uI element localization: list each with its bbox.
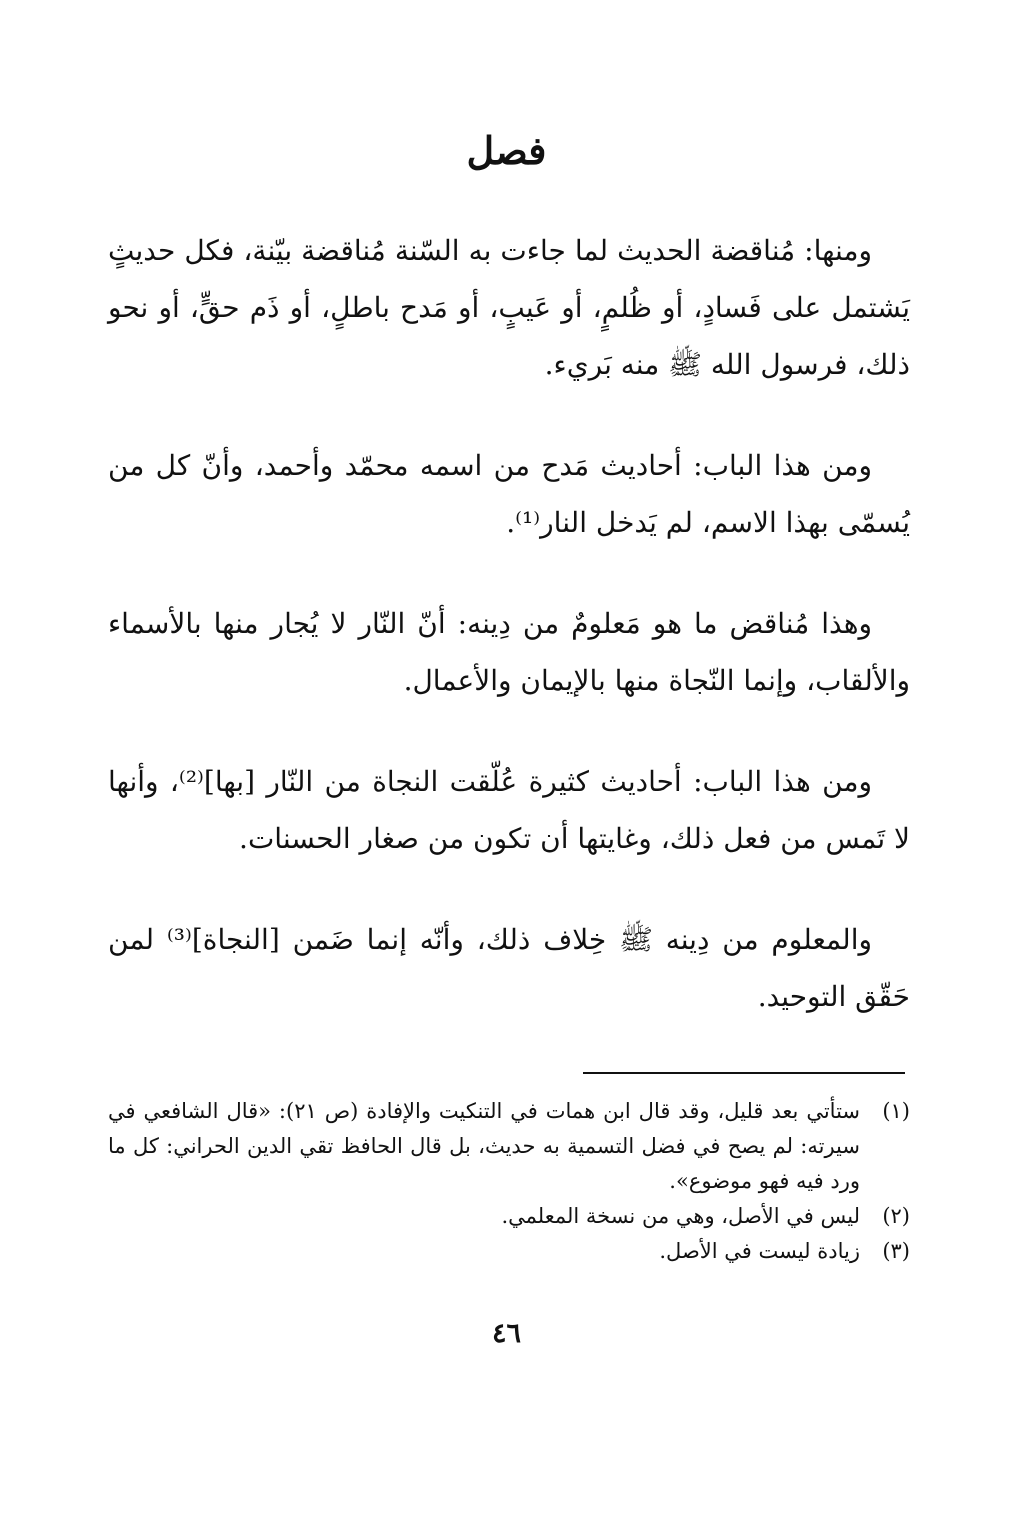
paragraph: وهذا مُناقض ما هو مَعلومٌ من دِينه: أنّ النّار لا يُجار منها بالأسماء والألقاب، وإنما النّجاة منها بالإيمان والأعمال. <box>108 607 910 697</box>
footnote-text: ليس في الأصل، وهي من نسخة المعلمي. <box>501 1204 860 1228</box>
footnote-separator <box>583 1072 905 1074</box>
footnote-number: (١) <box>882 1099 910 1123</box>
body-text <box>108 222 910 1069</box>
footnote-item <box>108 1094 910 1199</box>
footnote-number: (٣) <box>882 1239 910 1263</box>
footnote-item <box>108 1234 910 1269</box>
footnote-number: (٢) <box>882 1204 910 1228</box>
paragraph: ومن هذا الباب: أحاديث كثيرة عُلّقت النجاة من النّار [بها]⁽²⁾، وأنها لا تَمس من فعل ذلك، وغايتها أن تكون من صغار الحسنات. <box>108 765 910 855</box>
page-number: ٤٦ <box>491 1318 521 1349</box>
paragraph: ومنها: مُناقضة الحديث لما جاءت به السّنة مُناقضة بيّنة، فكل حديثٍ يَشتمل على فَسادٍ، أو ظُلمٍ، أو عَيبٍ، أو مَدح باطلٍ، أو ذَم حقٍّ، أو نحو ذلك، فرسول الله ﷺ منه بَريء. <box>108 234 910 381</box>
paragraph: والمعلوم من دِينه ﷺ خِلاف ذلك، وأنّه إنما ضَمن [النجاة]⁽³⁾ لمن حَقّق التوحيد. <box>108 923 910 1013</box>
footnote-text: ستأتي بعد قليل، وقد قال ابن همات في التنكيت والإفادة (ص ٢١): «قال الشافعي في سيرته: لم يصح في فضل التسمية به حديث، بل قال الحافظ تقي الدين الحراني: كل ما ورد فيه فهو موضوع». <box>108 1099 861 1193</box>
section-heading: فصل <box>466 128 547 173</box>
footnotes <box>108 1094 910 1269</box>
paragraph: ومن هذا الباب: أحاديث مَدح من اسمه محمّد وأحمد، وأنّ كل من يُسمّى بهذا الاسم، لم يَدخل النار⁽¹⁾. <box>108 449 910 539</box>
footnote-text: زيادة ليست في الأصل. <box>659 1239 860 1263</box>
footnote-item <box>108 1199 910 1234</box>
